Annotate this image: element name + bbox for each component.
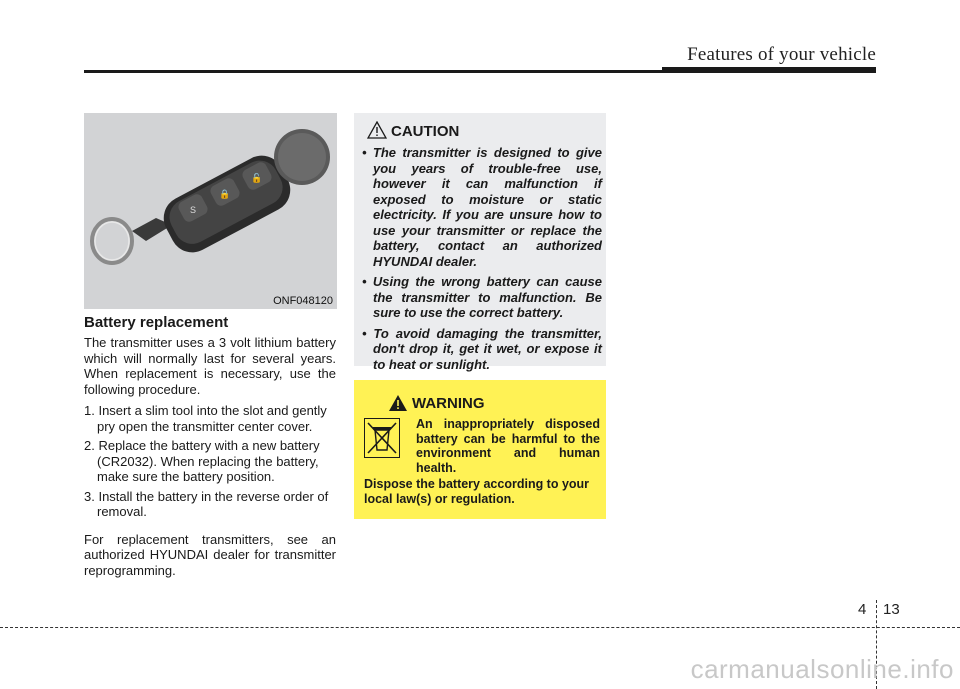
battery-steps: [84, 403, 336, 520]
header-rule-accent: [662, 67, 876, 73]
step-item: 3. Install the battery in the reverse order of removal.: [84, 488, 329, 519]
page-header-title: Features of your vehicle: [687, 44, 876, 65]
battery-intro: The transmitter uses a 3 volt lithium battery which will normally last for several years. When replacement is necessary, use the following procedure.: [84, 335, 336, 397]
battery-footer-note: For replacement transmitters, see an authorized HYUNDAI dealer for transmitter reprogramming.: [84, 531, 336, 578]
svg-text:S: S: [189, 205, 197, 215]
caution-item: • The transmitter is designed to give you years of trouble-free use, however it can malfunction if exposed to moisture or static electricity. If you are unsure how to use your transmitter or replace the battery, contact an authorized HYUNDAI dealer.: [362, 145, 602, 269]
key-fob-figure: [84, 113, 337, 309]
warning-text: An inappropriately disposed battery can be harmful to the environment and human health.: [416, 417, 600, 475]
warning-box: [354, 380, 606, 519]
watermark: carmanualsonline.info: [690, 654, 954, 684]
battery-section: [84, 314, 336, 578]
warning-disposal-note: Dispose the battery according to your local law(s) or regulation.: [364, 477, 590, 506]
caution-list: [362, 145, 602, 377]
step-item: 2. Replace the battery with a new battery (CR2032). When replacing the battery, make sure the battery position.: [84, 438, 320, 484]
caution-item: • Using the wrong battery can cause the transmitter to malfunction. Be sure to use the correct battery.: [362, 274, 602, 320]
figure-caption: ONF048120: [273, 295, 333, 307]
caution-title: CAUTION: [391, 123, 460, 140]
svg-text:🔒: 🔒: [219, 189, 231, 199]
caution-triangle-icon: [367, 121, 387, 139]
crossed-bin-icon: [364, 418, 400, 458]
footer-dashed-rule: [0, 627, 960, 628]
page-number: 13: [883, 601, 900, 618]
warning-triangle-icon: [388, 394, 408, 412]
chapter-number: 4: [858, 601, 867, 618]
caution-item: • To avoid damaging the transmitter, don't drop it, get it wet, or expose it to heat or sunlight.: [362, 325, 602, 372]
section-heading: Battery replacement: [84, 314, 229, 331]
svg-text:🔓: 🔓: [251, 173, 263, 183]
caution-box: [354, 113, 606, 372]
warning-title: WARNING: [412, 395, 485, 412]
step-item: 1. Insert a slim tool into the slot and gently pry open the transmitter center cover.: [84, 403, 327, 434]
key-fob-illustration: [84, 113, 337, 309]
